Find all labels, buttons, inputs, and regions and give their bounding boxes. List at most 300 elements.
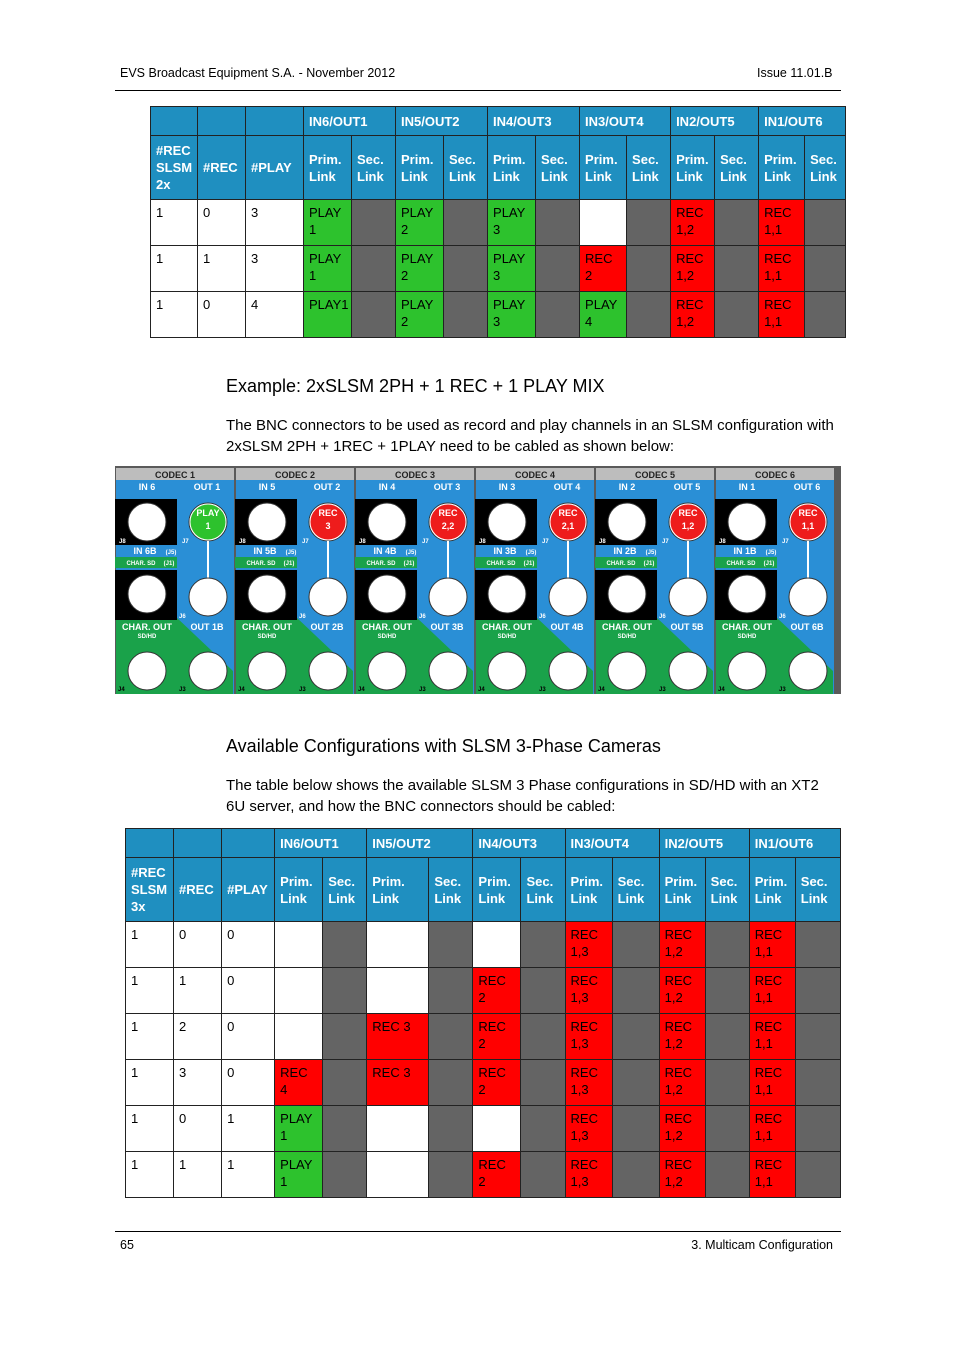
prim-link-cell: [580, 200, 627, 246]
count-cell: 1: [126, 1152, 174, 1198]
group-header: IN1/OUT6: [749, 829, 840, 858]
input-label: IN 3: [498, 482, 516, 492]
count-cell: 0: [222, 968, 275, 1014]
prim-link-cell: REC 1,1: [759, 292, 805, 338]
char-sd-label: CHAR. SD: [486, 561, 516, 567]
group-header: IN2/OUT5: [671, 107, 759, 136]
codec-panel-6: [715, 468, 834, 694]
prim-link-header: Prim. Link: [275, 858, 323, 922]
header-group-row: [151, 107, 846, 136]
sdhd-label: SD/HD: [617, 634, 637, 640]
bnc-connector-j4: [248, 652, 286, 690]
sec-link-cell: [612, 968, 659, 1014]
prim-link-cell: REC 1,1: [749, 968, 795, 1014]
output-label: OUT 5: [673, 482, 701, 492]
char-sd-label: CHAR. SD: [606, 561, 636, 567]
input-b-label: IN 4B: [373, 546, 397, 556]
sec-link-header: Sec. Link: [444, 136, 488, 200]
codec-label: CODEC 1: [154, 470, 196, 480]
badge-number: 1,1: [801, 521, 815, 531]
j6-label: J6: [779, 614, 786, 620]
count-cell: 1: [126, 922, 174, 968]
sec-link-header: Sec. Link: [612, 858, 659, 922]
input-label: IN 5: [258, 482, 276, 492]
sec-link-cell: [612, 922, 659, 968]
prim-link-cell: REC 2: [473, 1014, 521, 1060]
sec-link-cell: [715, 246, 759, 292]
count-cell: 0: [222, 922, 275, 968]
badge-label: REC: [438, 508, 458, 518]
badge-label: REC: [318, 508, 338, 518]
char-out-label: CHAR. OUT: [362, 622, 412, 632]
j7-label: J7: [182, 539, 189, 545]
bnc-connector-j6: [669, 578, 707, 616]
count-cell: 1: [198, 246, 246, 292]
input-b-label: IN 5B: [253, 546, 277, 556]
footer-rule: [115, 1231, 841, 1232]
left-header: #REC: [198, 136, 246, 200]
prim-link-cell: REC 1,1: [749, 922, 795, 968]
sec-link-cell: [323, 1014, 367, 1060]
sec-link-cell: [805, 292, 846, 338]
bnc-connector-j5: [248, 575, 286, 613]
prim-link-cell: [275, 1014, 323, 1060]
section-title-mix: Example: 2xSLSM 2PH + 1 REC + 1 PLAY MIX: [226, 376, 605, 396]
codec-panel-1: [115, 468, 234, 694]
sec-link-cell: [612, 1152, 659, 1198]
prim-link-cell: PLAY 1: [304, 200, 352, 246]
sec-link-cell: [705, 1014, 749, 1060]
prim-link-cell: REC 1,3: [565, 968, 612, 1014]
codec-panel-2: [235, 468, 354, 694]
sec-link-cell: [352, 200, 396, 246]
bnc-connector-j5: [488, 575, 526, 613]
prim-link-header: Prim. Link: [488, 136, 536, 200]
prim-link-header: Prim. Link: [367, 858, 429, 922]
sdhd-label: SD/HD: [137, 634, 157, 640]
bnc-connector-j6: [789, 578, 827, 616]
j1-label: (J1): [163, 561, 175, 567]
bnc-connector-j6: [429, 578, 467, 616]
output-b-label: OUT 1B: [190, 622, 224, 632]
left-header: #REC SLSM 3x: [126, 858, 174, 922]
prim-link-header: Prim. Link: [749, 858, 795, 922]
j6-label: J6: [179, 614, 186, 620]
table-row: [126, 968, 841, 1014]
sec-link-cell: [521, 922, 565, 968]
j1-label: (J1): [523, 561, 535, 567]
prim-link-cell: PLAY1: [304, 292, 352, 338]
sec-link-cell: [323, 1060, 367, 1106]
char-out-label: CHAR. OUT: [122, 622, 172, 632]
sec-link-cell: [429, 1106, 473, 1152]
sec-link-cell: [536, 292, 580, 338]
j7-label: J7: [422, 539, 429, 545]
left-header: #PLAY: [222, 858, 275, 922]
prim-link-cell: REC 1,2: [659, 1106, 705, 1152]
sec-link-cell: [352, 246, 396, 292]
group-header: IN3/OUT4: [565, 829, 659, 858]
sec-link-cell: [795, 1152, 840, 1198]
sec-link-cell: [429, 1060, 473, 1106]
sec-link-header: Sec. Link: [352, 136, 396, 200]
j1-label: (J1): [643, 561, 655, 567]
sec-link-cell: [521, 1106, 565, 1152]
sec-link-cell: [521, 1060, 565, 1106]
j6-label: J6: [659, 614, 666, 620]
badge-label: REC: [558, 508, 578, 518]
table-row: [151, 246, 846, 292]
count-cell: 0: [198, 292, 246, 338]
j1-label: (J1): [283, 561, 295, 567]
table-row: [151, 292, 846, 338]
j3-label: J3: [419, 687, 426, 693]
j8-label: J8: [599, 539, 606, 545]
count-cell: 1: [222, 1106, 275, 1152]
j8-label: J8: [119, 539, 126, 545]
group-header: IN5/OUT2: [396, 107, 488, 136]
bnc-connector-j3: [549, 652, 587, 690]
count-cell: 0: [222, 1014, 275, 1060]
header-rule: [115, 90, 841, 91]
char-out-label: CHAR. OUT: [602, 622, 652, 632]
prim-link-cell: REC 1,3: [565, 1106, 612, 1152]
count-cell: 0: [222, 1060, 275, 1106]
count-cell: 1: [174, 968, 222, 1014]
prim-link-cell: REC 1,2: [659, 922, 705, 968]
config-table-2x: [150, 106, 846, 338]
header-issue: Issue 11.01.B: [757, 66, 833, 80]
group-header: IN1/OUT6: [759, 107, 846, 136]
sec-link-cell: [536, 200, 580, 246]
count-cell: 4: [246, 292, 304, 338]
bnc-connector-diagram: [115, 466, 841, 694]
sec-link-cell: [429, 968, 473, 1014]
bnc-connector-j4: [368, 652, 406, 690]
config-table-3x: [125, 828, 841, 1198]
prim-link-cell: PLAY 2: [396, 246, 444, 292]
group-header: IN3/OUT4: [580, 107, 671, 136]
prim-link-header: Prim. Link: [473, 858, 521, 922]
sec-link-cell: [705, 1060, 749, 1106]
sec-link-cell: [521, 1152, 565, 1198]
sec-link-cell: [612, 1060, 659, 1106]
prim-link-header: Prim. Link: [304, 136, 352, 200]
sec-link-cell: [795, 922, 840, 968]
prim-link-cell: [367, 1152, 429, 1198]
count-cell: 1: [151, 200, 198, 246]
prim-link-cell: PLAY 1: [275, 1106, 323, 1152]
bnc-connector-j3: [189, 652, 227, 690]
sec-link-cell: [705, 1152, 749, 1198]
prim-link-cell: REC 1,3: [565, 1152, 612, 1198]
prim-link-cell: REC 1,2: [659, 1152, 705, 1198]
sdhd-label: SD/HD: [377, 634, 397, 640]
sec-link-header: Sec. Link: [521, 858, 565, 922]
count-cell: 0: [174, 922, 222, 968]
badge-number: 1,2: [681, 521, 695, 531]
prim-link-cell: REC 1,3: [565, 922, 612, 968]
prim-link-cell: [473, 1106, 521, 1152]
count-cell: 1: [126, 1014, 174, 1060]
char-out-label: CHAR. OUT: [242, 622, 292, 632]
j3-label: J3: [659, 687, 666, 693]
output-b-label: OUT 3B: [430, 622, 464, 632]
codec-label: CODEC 3: [394, 470, 436, 480]
count-cell: 1: [222, 1152, 275, 1198]
bnc-connector-j6: [309, 578, 347, 616]
sec-link-cell: [705, 1106, 749, 1152]
prim-link-cell: REC 1,1: [759, 246, 805, 292]
sec-link-cell: [521, 968, 565, 1014]
header-blank-cell: [222, 829, 275, 858]
j6-label: J6: [299, 614, 306, 620]
footer-chapter: 3. Multicam Configuration: [691, 1238, 833, 1252]
sec-link-header: Sec. Link: [627, 136, 671, 200]
sec-link-cell: [429, 922, 473, 968]
output-label: OUT 2: [313, 482, 341, 492]
section-text-3phase: The table below shows the available SLSM 3 Phase configurations in SD/HD with an XT2 6U server, and how the BNC connectors should be cabled:: [226, 777, 819, 815]
sec-link-cell: [323, 1106, 367, 1152]
sec-link-cell: [323, 1152, 367, 1198]
j4-label: J4: [358, 687, 365, 693]
sec-link-cell: [444, 246, 488, 292]
prim-link-cell: PLAY 4: [580, 292, 627, 338]
prim-link-header: Prim. Link: [580, 136, 627, 200]
j1-label: (J1): [763, 561, 775, 567]
codec-label: CODEC 5: [634, 470, 676, 480]
prim-link-cell: [367, 1106, 429, 1152]
header-company: EVS Broadcast Equipment S.A. - November 2012: [120, 66, 396, 80]
input-label: IN 6: [138, 482, 156, 492]
sec-link-cell: [536, 246, 580, 292]
badge-number: 2,1: [561, 521, 575, 531]
j4-label: J4: [478, 687, 485, 693]
char-out-label: CHAR. OUT: [722, 622, 772, 632]
sec-link-cell: [705, 922, 749, 968]
input-b-label: IN 6B: [133, 546, 157, 556]
prim-link-cell: REC 1,3: [565, 1014, 612, 1060]
output-b-label: OUT 2B: [310, 622, 344, 632]
count-cell: 3: [246, 246, 304, 292]
section-title-3phase: Available Configurations with SLSM 3-Phase Cameras: [226, 736, 661, 756]
count-cell: 1: [126, 968, 174, 1014]
badge-label: REC: [798, 508, 818, 518]
badge-label: REC: [678, 508, 698, 518]
j3-label: J3: [299, 687, 306, 693]
sec-link-cell: [805, 246, 846, 292]
bnc-connector-j6: [189, 578, 227, 616]
bnc-connector-j8: [368, 503, 406, 541]
j7-label: J7: [662, 539, 669, 545]
prim-link-cell: REC 2: [473, 968, 521, 1014]
footer-page-number: 65: [120, 1238, 134, 1252]
count-cell: 1: [126, 1106, 174, 1152]
prim-link-cell: REC 1,1: [749, 1014, 795, 1060]
char-out-label: CHAR. OUT: [482, 622, 532, 632]
prim-link-cell: REC 2: [473, 1152, 521, 1198]
bnc-connector-j3: [309, 652, 347, 690]
bnc-connector-j5: [608, 575, 646, 613]
group-header: IN6/OUT1: [304, 107, 396, 136]
prim-link-header: Prim. Link: [759, 136, 805, 200]
bnc-connector-j4: [128, 652, 166, 690]
j6-label: J6: [539, 614, 546, 620]
prim-link-header: Prim. Link: [671, 136, 715, 200]
j4-label: J4: [238, 687, 245, 693]
sec-link-cell: [323, 922, 367, 968]
j7-label: J7: [302, 539, 309, 545]
sec-link-cell: [795, 1060, 840, 1106]
j8-label: J8: [479, 539, 486, 545]
codec-label: CODEC 4: [514, 470, 556, 480]
j8-label: J8: [359, 539, 366, 545]
j1-label: (J1): [403, 561, 415, 567]
count-cell: 1: [151, 292, 198, 338]
prim-link-cell: REC 1,1: [759, 200, 805, 246]
input-label: IN 4: [378, 482, 396, 492]
sec-link-cell: [627, 246, 671, 292]
bnc-connector-j4: [728, 652, 766, 690]
j3-label: J3: [779, 687, 786, 693]
bnc-connector-j4: [608, 652, 646, 690]
sec-link-cell: [352, 292, 396, 338]
prim-link-cell: PLAY 1: [304, 246, 352, 292]
sec-link-cell: [705, 968, 749, 1014]
sec-link-cell: [444, 292, 488, 338]
header-blank-cell: [151, 107, 198, 136]
count-cell: 0: [198, 200, 246, 246]
sec-link-cell: [323, 968, 367, 1014]
sec-link-cell: [805, 200, 846, 246]
bnc-connector-j8: [128, 503, 166, 541]
sec-link-cell: [795, 1014, 840, 1060]
char-sd-label: CHAR. SD: [366, 561, 396, 567]
left-header: #REC: [174, 858, 222, 922]
codec-panel-5: [595, 468, 714, 694]
codec-label: CODEC 2: [274, 470, 316, 480]
j8-label: J8: [719, 539, 726, 545]
prim-link-cell: REC 1,3: [565, 1060, 612, 1106]
prim-link-cell: [367, 968, 429, 1014]
bnc-connector-j3: [669, 652, 707, 690]
count-cell: 1: [126, 1060, 174, 1106]
input-label: IN 1: [738, 482, 756, 492]
sec-link-cell: [444, 200, 488, 246]
sec-link-cell: [612, 1106, 659, 1152]
group-header: IN4/OUT3: [473, 829, 565, 858]
group-header: IN4/OUT3: [488, 107, 580, 136]
count-cell: 2: [174, 1014, 222, 1060]
badge-number: 3: [325, 521, 331, 531]
prim-link-cell: REC 2: [580, 246, 627, 292]
sec-link-header: Sec. Link: [805, 136, 846, 200]
prim-link-cell: REC 1,2: [659, 1060, 705, 1106]
sdhd-label: SD/HD: [497, 634, 517, 640]
sec-link-header: Sec. Link: [795, 858, 840, 922]
prim-link-cell: REC 3: [367, 1060, 429, 1106]
section-text-mix: The BNC connectors to be used as record and play channels in an SLSM configuration with 2xSLSM 2PH + 1REC + 1PLAY need to be cabled as shown below:: [226, 417, 834, 455]
sec-link-cell: [627, 292, 671, 338]
left-header: #REC SLSM 2x: [151, 136, 198, 200]
prim-link-header: Prim. Link: [659, 858, 705, 922]
j8-label: J8: [239, 539, 246, 545]
input-b-label: IN 1B: [733, 546, 757, 556]
prim-link-cell: [367, 922, 429, 968]
output-b-label: OUT 4B: [550, 622, 584, 632]
sec-link-cell: [795, 968, 840, 1014]
prim-link-header: Prim. Link: [565, 858, 612, 922]
table-row: [126, 1106, 841, 1152]
codec-label: CODEC 6: [754, 470, 796, 480]
badge-number: 2,2: [441, 521, 455, 531]
header-blank-cell: [246, 107, 304, 136]
group-header: IN6/OUT1: [275, 829, 367, 858]
input-label: IN 2: [618, 482, 636, 492]
prim-link-cell: REC 1,2: [671, 246, 715, 292]
j5-label: (J5): [645, 550, 657, 556]
badge-label: PLAY: [196, 508, 220, 518]
prim-link-cell: PLAY 3: [488, 292, 536, 338]
sec-link-cell: [627, 200, 671, 246]
j5-label: (J5): [765, 550, 777, 556]
output-label: OUT 4: [553, 482, 581, 492]
j3-label: J3: [179, 687, 186, 693]
bnc-connector-j5: [128, 575, 166, 613]
prim-link-header: Prim. Link: [396, 136, 444, 200]
output-b-label: OUT 5B: [670, 622, 704, 632]
sec-link-cell: [715, 292, 759, 338]
j4-label: J4: [598, 687, 605, 693]
sec-link-header: Sec. Link: [705, 858, 749, 922]
j5-label: (J5): [525, 550, 537, 556]
left-header: #PLAY: [246, 136, 304, 200]
count-cell: 0: [174, 1106, 222, 1152]
sec-link-cell: [429, 1014, 473, 1060]
j7-label: J7: [782, 539, 789, 545]
count-cell: 1: [174, 1152, 222, 1198]
prim-link-cell: REC 1,1: [749, 1152, 795, 1198]
sec-link-cell: [429, 1152, 473, 1198]
j5-label: (J5): [285, 550, 297, 556]
bnc-connector-j8: [608, 503, 646, 541]
j4-label: J4: [718, 687, 725, 693]
j3-label: J3: [539, 687, 546, 693]
prim-link-cell: REC 1,1: [749, 1106, 795, 1152]
group-header: IN2/OUT5: [659, 829, 749, 858]
header-blank-cell: [198, 107, 246, 136]
bnc-connector-j3: [429, 652, 467, 690]
j6-label: J6: [419, 614, 426, 620]
sec-link-header: Sec. Link: [536, 136, 580, 200]
prim-link-cell: REC 1,2: [659, 968, 705, 1014]
sec-link-header: Sec. Link: [429, 858, 473, 922]
count-cell: 3: [246, 200, 304, 246]
bnc-connector-j8: [488, 503, 526, 541]
bnc-connector-j4: [488, 652, 526, 690]
table-row: [126, 1060, 841, 1106]
badge-number: 1: [205, 521, 211, 531]
bnc-connector-j6: [549, 578, 587, 616]
prim-link-cell: PLAY 3: [488, 200, 536, 246]
sec-link-header: Sec. Link: [715, 136, 759, 200]
char-sd-label: CHAR. SD: [126, 561, 156, 567]
group-header: IN5/OUT2: [367, 829, 473, 858]
output-label: OUT 3: [433, 482, 461, 492]
j4-label: J4: [118, 687, 125, 693]
sdhd-label: SD/HD: [257, 634, 277, 640]
input-b-label: IN 2B: [613, 546, 637, 556]
